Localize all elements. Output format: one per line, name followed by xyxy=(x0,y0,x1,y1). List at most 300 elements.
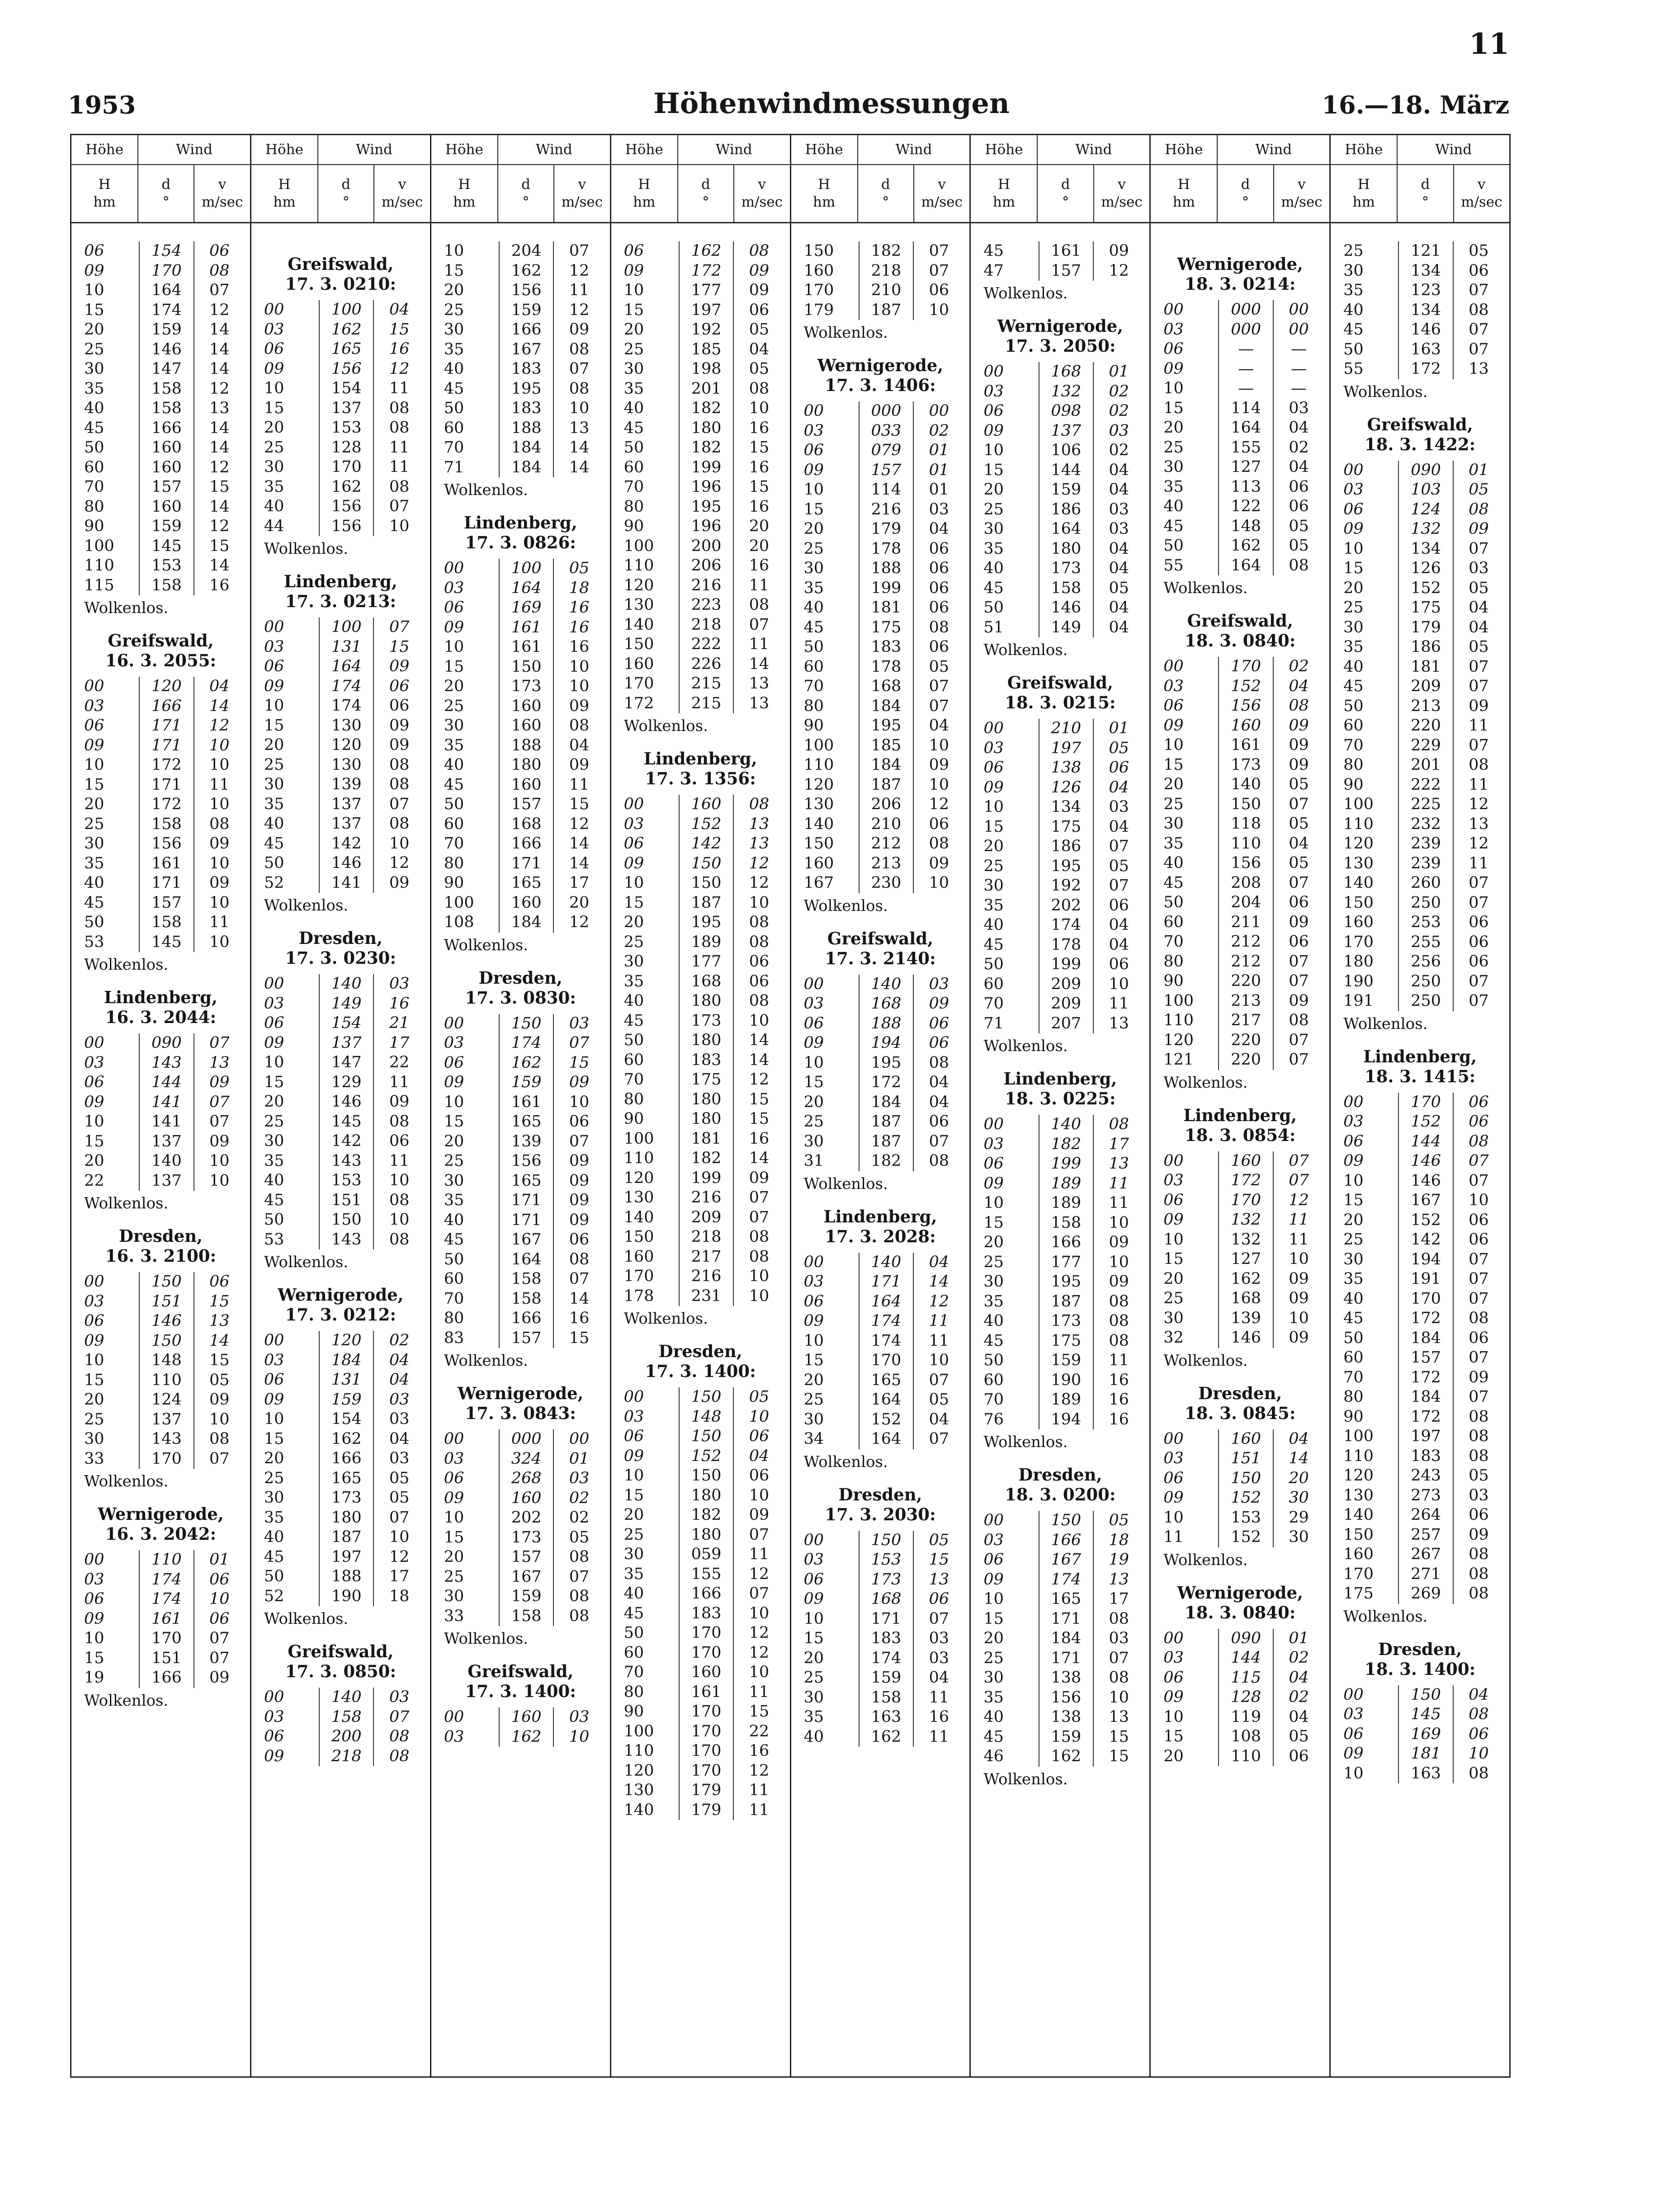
speed-cell: 16 xyxy=(1109,1371,1129,1389)
speed-cell: 09 xyxy=(1289,991,1309,1010)
height-cell: 15 xyxy=(803,1629,824,1647)
station-title xyxy=(976,673,1144,712)
direction-cell: 140 xyxy=(1218,775,1273,795)
direction-cell: 177 xyxy=(1039,1253,1094,1273)
table-row xyxy=(617,1387,784,1407)
speed-cell: 07 xyxy=(929,1132,949,1151)
table-row xyxy=(437,241,605,261)
station-name: Wernigerode, xyxy=(278,1285,404,1305)
direction-cell: 170 xyxy=(1398,1289,1453,1309)
direction-cell: 156 xyxy=(499,1151,554,1171)
direction-cell: 151 xyxy=(1218,1449,1273,1469)
height-cell: 30 xyxy=(624,1545,644,1563)
speed-cell: 11 xyxy=(749,1683,770,1701)
speed-cell: 08 xyxy=(389,1112,410,1131)
height-cell: 03 xyxy=(803,1273,824,1291)
table-row xyxy=(77,795,245,815)
table-row xyxy=(257,1210,425,1230)
speed-cell: 09 xyxy=(569,1152,590,1170)
speed-cell: 02 xyxy=(1109,402,1129,420)
table-row xyxy=(257,1469,425,1489)
table-row xyxy=(257,1727,425,1747)
direction-cell: 170 xyxy=(679,1741,734,1761)
speed-cell: 08 xyxy=(1469,1764,1489,1783)
height-cell: 15 xyxy=(84,775,104,794)
height-cell: 00 xyxy=(1163,657,1184,675)
speed-cell: 09 xyxy=(389,736,410,754)
station-datetime: 17. 3. 2030: xyxy=(825,1504,936,1524)
direction-cell: 156 xyxy=(1218,854,1273,873)
height-cell: 140 xyxy=(803,815,834,833)
height-cell: 40 xyxy=(1343,301,1364,319)
height-cell: 25 xyxy=(1163,438,1184,457)
speed-cell: 14 xyxy=(209,697,230,715)
table-row xyxy=(1336,539,1504,559)
table-row xyxy=(77,775,245,795)
direction-cell: 156 xyxy=(319,359,374,379)
height-cell: 70 xyxy=(84,478,104,496)
table-row xyxy=(976,719,1144,739)
height-cell: 03 xyxy=(1163,1171,1184,1189)
speed-cell: 05 xyxy=(1289,1727,1309,1745)
height-cell: 10 xyxy=(983,1194,1004,1212)
height-cell: 09 xyxy=(264,677,284,695)
table-row xyxy=(797,1014,964,1034)
table-row xyxy=(257,854,425,873)
speed-cell: 08 xyxy=(749,1247,770,1266)
direction-cell: 164 xyxy=(1039,519,1094,539)
table-row xyxy=(257,1547,425,1567)
table-row xyxy=(77,1073,245,1093)
speed-cell: 07 xyxy=(1109,1649,1129,1667)
direction-cell: 189 xyxy=(1039,1174,1094,1194)
speed-cell: 08 xyxy=(569,717,590,735)
direction-cell: 172 xyxy=(139,795,194,815)
height-cell: 60 xyxy=(983,975,1004,993)
height-cell: 30 xyxy=(983,1669,1004,1687)
height-cell: 20 xyxy=(1343,1211,1364,1229)
speed-cell: 05 xyxy=(1109,857,1129,875)
height-cell: 30 xyxy=(264,1132,284,1150)
table-row xyxy=(797,1151,964,1171)
ms-label: m/sec xyxy=(1281,194,1323,210)
speed-cell: 05 xyxy=(1289,537,1309,555)
speed-cell: 10 xyxy=(389,1211,410,1229)
height-cell: 06 xyxy=(1163,1469,1184,1487)
speed-cell: 12 xyxy=(1289,1191,1309,1209)
height-cell: 10 xyxy=(803,481,824,499)
height-cell: 10 xyxy=(624,874,644,892)
height-cell: 03 xyxy=(264,994,284,1013)
speed-cell: 07 xyxy=(929,261,949,280)
table-row xyxy=(797,1331,964,1351)
speed-cell: 07 xyxy=(749,1208,770,1226)
height-cell: 50 xyxy=(983,599,1004,617)
height-cell: 30 xyxy=(624,360,644,378)
height-cell: 35 xyxy=(1163,477,1184,496)
table-row xyxy=(257,1688,425,1707)
table-row xyxy=(437,1508,605,1528)
direction-cell: 166 xyxy=(499,1309,554,1329)
direction-cell: 161 xyxy=(1218,736,1273,755)
table-row xyxy=(1336,795,1504,815)
height-cell: 35 xyxy=(983,896,1004,915)
speed-cell: 11 xyxy=(1289,1211,1309,1229)
speed-cell: 12 xyxy=(749,1071,770,1089)
station-title xyxy=(976,1069,1144,1108)
speed-cell: 16 xyxy=(749,458,770,476)
height-cell: 80 xyxy=(444,854,464,873)
speed-cell: 13 xyxy=(1109,1155,1129,1173)
speed-cell: 03 xyxy=(389,1449,410,1467)
direction-cell: 110 xyxy=(1218,1747,1273,1767)
height-cell: 40 xyxy=(84,874,104,892)
speed-cell: 04 xyxy=(1289,458,1309,476)
h-label: H xyxy=(458,176,471,193)
direction-cell: 201 xyxy=(1398,755,1453,775)
speed-cell: 10 xyxy=(929,775,949,794)
table-row xyxy=(1156,1429,1324,1449)
speed-cell: 05 xyxy=(1289,815,1309,833)
speed-cell: 16 xyxy=(389,994,410,1013)
table-row xyxy=(976,241,1144,261)
direction-cell: 175 xyxy=(679,1070,734,1090)
speed-cell: 29 xyxy=(1289,1508,1309,1527)
direction-cell: 204 xyxy=(1218,893,1273,913)
speed-cell: 11 xyxy=(929,1331,949,1350)
direction-cell: 141 xyxy=(139,1093,194,1113)
direction-cell: 250 xyxy=(1398,991,1453,1011)
table-row xyxy=(797,618,964,638)
table-row xyxy=(1336,1368,1504,1388)
table-row xyxy=(1336,618,1504,638)
table-row xyxy=(437,913,605,933)
speed-cell: 02 xyxy=(569,1489,590,1507)
speed-cell: 12 xyxy=(209,717,230,735)
table-row xyxy=(976,559,1144,579)
station-title xyxy=(257,1285,425,1325)
speed-cell: 09 xyxy=(569,1073,590,1091)
height-cell: 06 xyxy=(983,1155,1004,1173)
direction-cell: 164 xyxy=(499,1250,554,1270)
direction-cell: 174 xyxy=(859,1311,914,1331)
speed-cell: 08 xyxy=(1289,556,1309,575)
direction-cell: 162 xyxy=(499,1053,554,1073)
height-cell: 30 xyxy=(983,1273,1004,1291)
station-name: Greifswald, xyxy=(468,1661,574,1681)
height-cell: 20 xyxy=(803,1371,824,1389)
height-cell: 25 xyxy=(803,539,824,558)
table-row xyxy=(257,736,425,755)
direction-cell: 181 xyxy=(1398,657,1453,677)
speed-cell: 02 xyxy=(1109,382,1129,401)
station-title xyxy=(976,1465,1144,1505)
direction-cell: 132 xyxy=(1218,1230,1273,1250)
speed-cell: 16 xyxy=(749,419,770,437)
h-label: H xyxy=(98,176,111,193)
height-cell: 30 xyxy=(803,1132,824,1151)
direction-cell: 158 xyxy=(1039,579,1094,599)
table-row xyxy=(617,972,784,992)
speed-cell: 09 xyxy=(929,756,949,774)
station-title xyxy=(257,571,425,611)
table-row xyxy=(1156,1747,1324,1767)
height-cell: 50 xyxy=(84,439,104,457)
table-row xyxy=(1336,1764,1504,1784)
speed-cell: 07 xyxy=(389,618,410,636)
direction-cell: 161 xyxy=(499,637,554,657)
speed-cell: 12 xyxy=(1469,795,1489,813)
table-row xyxy=(976,994,1144,1014)
direction-cell: 168 xyxy=(859,994,914,1014)
direction-cell: 166 xyxy=(1039,1233,1094,1253)
table-row xyxy=(1156,873,1324,893)
hoehe-label: Höhe xyxy=(71,135,137,165)
height-cell: 00 xyxy=(84,1551,104,1569)
cloud-note: Wolkenlos. xyxy=(983,1770,1068,1788)
direction-cell: 159 xyxy=(1039,480,1094,500)
degree-label: ° xyxy=(1242,194,1249,210)
table-row xyxy=(77,755,245,775)
table-row xyxy=(437,399,605,419)
height-cell: 53 xyxy=(84,933,104,951)
table-row xyxy=(1336,716,1504,736)
direction-cell: 177 xyxy=(679,952,734,972)
speed-cell: 09 xyxy=(1289,1269,1309,1288)
height-cell: 110 xyxy=(1163,1011,1194,1029)
height-cell: 15 xyxy=(1163,1727,1184,1745)
height-cell: 20 xyxy=(803,1649,824,1667)
direction-cell: 000 xyxy=(1218,320,1273,340)
height-cell: 45 xyxy=(264,1547,284,1566)
height-cell: 10 xyxy=(444,1509,464,1527)
height-cell: 20 xyxy=(983,1233,1004,1251)
speed-cell: 15 xyxy=(749,1090,770,1108)
direction-cell: 158 xyxy=(859,1688,914,1708)
height-cell: 55 xyxy=(1343,360,1364,378)
table-row xyxy=(77,1171,245,1191)
height-cell: 00 xyxy=(264,618,284,636)
direction-cell: 256 xyxy=(1398,952,1453,972)
height-cell: 06 xyxy=(624,1427,644,1445)
height-cell: 20 xyxy=(264,736,284,754)
height-cell: 00 xyxy=(1163,1429,1184,1448)
speed-cell: 07 xyxy=(749,1525,770,1544)
column-header xyxy=(791,135,970,223)
height-cell: 20 xyxy=(983,1629,1004,1647)
height-cell: 40 xyxy=(84,399,104,417)
station-datetime: 17. 3. 0230: xyxy=(285,948,397,968)
direction-cell: 168 xyxy=(679,972,734,992)
height-cell: 90 xyxy=(84,517,104,535)
speed-cell: 10 xyxy=(1109,1688,1129,1707)
speed-cell: 01 xyxy=(929,461,949,479)
hm-label: hm xyxy=(633,194,656,210)
direction-cell: 213 xyxy=(1398,697,1453,717)
height-cell: 09 xyxy=(84,736,104,755)
height-cell: 110 xyxy=(624,1742,654,1760)
table-row xyxy=(77,438,245,458)
table-row xyxy=(1336,677,1504,697)
table-row xyxy=(77,834,245,854)
speed-cell: 12 xyxy=(1469,835,1489,853)
speed-cell: 15 xyxy=(209,537,230,555)
speed-cell: 03 xyxy=(569,1469,590,1487)
height-cell: 00 xyxy=(983,363,1004,381)
speed-cell: 05 xyxy=(1109,579,1129,597)
direction-cell: 168 xyxy=(499,815,554,835)
table-row xyxy=(976,935,1144,955)
speed-cell: 01 xyxy=(1469,461,1489,479)
table-row xyxy=(77,1629,245,1649)
table-row xyxy=(617,399,784,419)
direction-cell: 164 xyxy=(1218,418,1273,438)
speed-cell: 06 xyxy=(1469,1725,1489,1743)
table-row xyxy=(617,1129,784,1149)
speed-cell: 07 xyxy=(1469,340,1489,358)
speed-cell: 10 xyxy=(1469,1191,1489,1209)
speed-cell: 12 xyxy=(749,854,770,873)
speed-cell: 08 xyxy=(749,913,770,931)
direction-cell: 174 xyxy=(139,1589,194,1609)
height-cell: 09 xyxy=(264,1390,284,1409)
table-row xyxy=(617,301,784,321)
height-cell: 03 xyxy=(803,421,824,440)
direction-cell: 185 xyxy=(859,736,914,756)
direction-cell: 098 xyxy=(1039,401,1094,421)
height-cell: 15 xyxy=(983,461,1004,479)
speed-cell: 11 xyxy=(1469,854,1489,873)
height-cell: 30 xyxy=(803,1688,824,1707)
table-row xyxy=(437,1112,605,1132)
height-cell: 00 xyxy=(84,677,104,695)
height-cell: 20 xyxy=(803,520,824,538)
table-row xyxy=(1336,972,1504,992)
table-row xyxy=(1336,340,1504,360)
table-row xyxy=(77,340,245,360)
height-cell: 25 xyxy=(264,1112,284,1131)
height-cell: 06 xyxy=(1343,1132,1364,1151)
speed-cell: 08 xyxy=(569,1548,590,1566)
column-body xyxy=(971,223,1149,1789)
table-row xyxy=(976,1668,1144,1688)
direction-cell: 162 xyxy=(679,241,734,261)
speed-cell: 12 xyxy=(569,913,590,931)
table-row xyxy=(976,1747,1144,1767)
table-row xyxy=(617,458,784,478)
speed-cell: 11 xyxy=(1109,995,1129,1013)
speed-cell: 20 xyxy=(569,893,590,912)
direction-cell: 257 xyxy=(1398,1525,1453,1545)
speed-cell: 07 xyxy=(1289,972,1309,990)
speed-cell: 11 xyxy=(1109,1351,1129,1369)
height-cell: 180 xyxy=(1343,953,1374,971)
ms-label: m/sec xyxy=(381,194,423,210)
speed-cell: 03 xyxy=(569,1014,590,1033)
height-cell: 100 xyxy=(624,1722,654,1740)
speed-cell: 07 xyxy=(1289,873,1309,892)
height-cell: 80 xyxy=(624,1090,644,1108)
speed-cell: 17 xyxy=(1109,1135,1129,1153)
height-cell: 130 xyxy=(803,795,834,813)
height-cell: 00 xyxy=(983,1115,1004,1133)
hoehe-label: Höhe xyxy=(1151,135,1217,165)
direction-cell: 164 xyxy=(319,657,374,677)
height-cell: 09 xyxy=(84,261,104,280)
height-cell: 35 xyxy=(264,1508,284,1527)
speed-cell: 06 xyxy=(929,1014,949,1033)
direction-cell: 154 xyxy=(319,1410,374,1429)
height-cell: 06 xyxy=(1343,500,1364,519)
direction-cell: 165 xyxy=(319,340,374,359)
station-datetime: 18. 3. 1415: xyxy=(1364,1066,1476,1086)
speed-cell: 08 xyxy=(1469,1565,1489,1583)
speed-cell: 07 xyxy=(749,615,770,634)
table-row xyxy=(1156,775,1324,795)
speed-cell: 07 xyxy=(1469,972,1489,990)
direction-cell: 184 xyxy=(499,458,554,478)
speed-cell: 09 xyxy=(569,1211,590,1229)
station-datetime: 18. 3. 0845: xyxy=(1184,1403,1296,1423)
table-column xyxy=(1151,135,1331,2076)
height-cell: 06 xyxy=(1163,697,1184,715)
height-cell: 45 xyxy=(624,1011,644,1030)
speed-cell: 04 xyxy=(1469,618,1489,637)
direction-cell: 220 xyxy=(1398,716,1453,736)
speed-cell: 02 xyxy=(389,1331,410,1349)
direction-cell: 195 xyxy=(679,497,734,517)
direction-cell: 182 xyxy=(1039,1135,1094,1155)
speed-cell: 08 xyxy=(929,835,949,853)
speed-cell: 03 xyxy=(1109,798,1129,816)
speed-cell: 13 xyxy=(749,835,770,853)
direction-cell: 150 xyxy=(679,873,734,893)
speed-cell: 10 xyxy=(209,1590,230,1608)
direction-cell: 189 xyxy=(1039,1390,1094,1410)
direction-cell: 170 xyxy=(319,457,374,477)
speed-cell: 16 xyxy=(749,1742,770,1760)
table-row xyxy=(257,1567,425,1587)
speed-cell: 04 xyxy=(1109,481,1129,499)
direction-cell: 155 xyxy=(679,1565,734,1585)
height-cell: 45 xyxy=(803,618,824,637)
direction-cell: 162 xyxy=(1218,1269,1273,1289)
table-row xyxy=(617,1149,784,1169)
height-cell: 10 xyxy=(84,1351,104,1369)
height-cell: 110 xyxy=(84,557,114,575)
speed-cell: 12 xyxy=(569,815,590,833)
height-cell: 40 xyxy=(803,599,824,617)
speed-cell: 09 xyxy=(1469,520,1489,538)
direction-cell: 161 xyxy=(499,618,554,638)
table-row xyxy=(976,1570,1144,1590)
hm-label: hm xyxy=(273,194,296,210)
height-cell: 40 xyxy=(1343,1289,1364,1308)
table-row xyxy=(797,1707,964,1727)
speed-cell: 11 xyxy=(1109,1174,1129,1193)
speed-cell: 04 xyxy=(1289,419,1309,437)
direction-cell: 218 xyxy=(319,1747,374,1767)
table-row xyxy=(797,1410,964,1430)
table-column xyxy=(431,135,611,2076)
speed-cell: 07 xyxy=(1289,1151,1309,1170)
height-cell: 00 xyxy=(803,975,824,993)
direction-cell: 168 xyxy=(1218,1289,1273,1309)
table-row xyxy=(437,795,605,815)
table-row xyxy=(257,1410,425,1429)
direction-cell: 184 xyxy=(1039,1629,1094,1649)
direction-cell: 113 xyxy=(1218,477,1273,497)
